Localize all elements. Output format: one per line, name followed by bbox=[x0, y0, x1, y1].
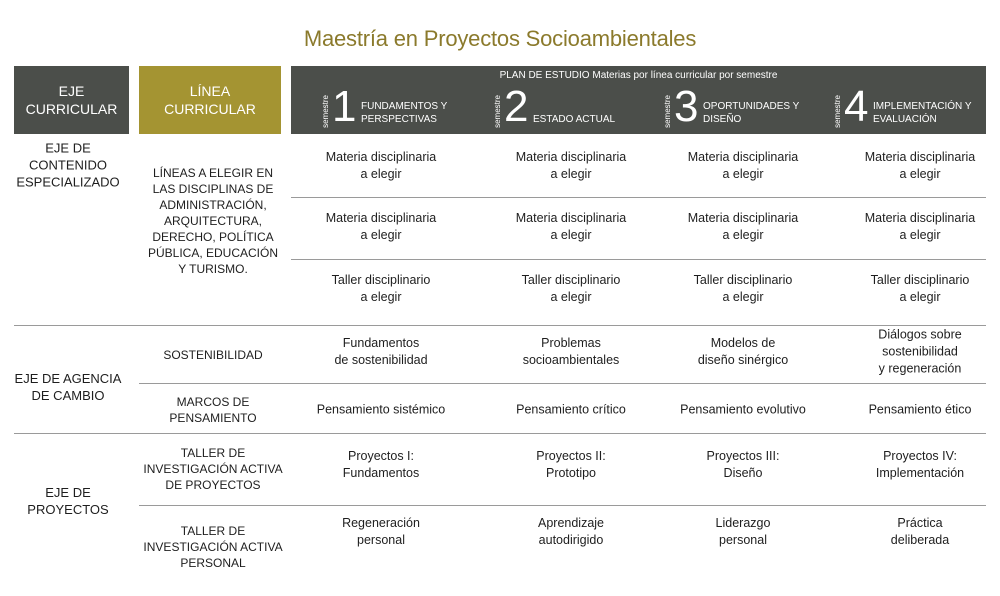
cell-personal-sem4-line: deliberada bbox=[890, 533, 950, 547]
cell-materia1-sem1-line: a elegir bbox=[360, 167, 402, 181]
cell-materia1-sem4-line: a elegir bbox=[899, 167, 941, 181]
linea-disciplinas-line: LAS DISCIPLINAS DE bbox=[152, 182, 274, 196]
linea-disciplinas-line: ARQUITECTURA, bbox=[163, 214, 262, 228]
cell-proyectos-sem1 bbox=[343, 448, 419, 482]
divider-section-proyectos bbox=[14, 433, 986, 434]
cell-sostenibilidad-sem3 bbox=[698, 335, 788, 369]
cell-marcos-sem2 bbox=[516, 402, 626, 419]
linea-disciplinas bbox=[148, 165, 278, 277]
cell-sostenibilidad-sem3-line: diseño sinérgico bbox=[697, 353, 789, 367]
cell-materia1-sem4 bbox=[865, 149, 975, 183]
semester-name-line: FUNDAMENTOS Y bbox=[361, 101, 448, 112]
cell-proyectos-sem4-line: Implementación bbox=[875, 466, 965, 480]
cell-proyectos-sem1-line: Fundamentos bbox=[342, 466, 420, 480]
linea-taller-personal-line: INVESTIGACIÓN ACTIVA bbox=[143, 540, 283, 554]
semester-name-line: OPORTUNIDADES Y bbox=[703, 101, 800, 112]
cell-materia2-sem4-line: Materia disciplinaria bbox=[864, 211, 976, 225]
cell-materia1-sem2-line: a elegir bbox=[550, 167, 592, 181]
cell-taller-sem2-line: Taller disciplinario bbox=[521, 273, 621, 287]
semester-name bbox=[533, 100, 615, 126]
cell-taller-sem1-line: a elegir bbox=[360, 290, 402, 304]
divider-row-personal bbox=[139, 505, 986, 506]
divider-section-agencia bbox=[14, 325, 986, 326]
cell-materia2-sem1 bbox=[326, 210, 436, 244]
semester-label: semestre bbox=[833, 95, 842, 128]
semester-name-line: EVALUACIÓN bbox=[873, 114, 937, 125]
semester-name bbox=[703, 100, 799, 126]
semester-label: semestre bbox=[321, 95, 330, 128]
cell-personal-sem2-line: Aprendizaje bbox=[537, 516, 605, 530]
header-eje-line: EJE bbox=[58, 83, 85, 99]
cell-marcos-sem4-line: Pensamiento ético bbox=[868, 402, 972, 417]
eje-contenido-especializado bbox=[16, 140, 119, 191]
linea-taller-personal-line: PERSONAL bbox=[180, 556, 246, 570]
cell-personal-sem1 bbox=[342, 515, 420, 549]
header-eje-line: CURRICULAR bbox=[25, 101, 118, 117]
semester-number: 2 bbox=[504, 82, 529, 131]
cell-proyectos-sem4-line: Proyectos IV: bbox=[883, 449, 957, 463]
eje-agencia-de-cambio-line: EJE DE AGENCIA bbox=[14, 371, 122, 386]
linea-taller-proyectos-line: TALLER DE bbox=[180, 446, 246, 460]
linea-taller-proyectos-line: DE PROYECTOS bbox=[165, 478, 261, 492]
cell-personal-sem3 bbox=[716, 515, 771, 549]
linea-marcos-de-pensamiento-line: MARCOS DE bbox=[176, 395, 250, 409]
cell-sostenibilidad-sem2-line: Problemas bbox=[541, 336, 601, 350]
semester-number: 3 bbox=[674, 82, 699, 131]
cell-personal-sem1-line: personal bbox=[357, 533, 405, 547]
cell-sostenibilidad-sem2 bbox=[523, 335, 620, 369]
linea-disciplinas-line: Y TURISMO. bbox=[178, 262, 248, 276]
cell-materia2-sem3-line: Materia disciplinaria bbox=[687, 211, 799, 225]
cell-sostenibilidad-sem4-line: sostenibilidad bbox=[882, 344, 958, 359]
cell-marcos-sem4 bbox=[869, 402, 972, 419]
eje-contenido-especializado-line: CONTENIDO bbox=[29, 157, 107, 173]
cell-marcos-sem3-line: Pensamiento evolutivo bbox=[680, 402, 806, 417]
header-linea-curricular bbox=[139, 66, 281, 134]
plan-title: PLAN DE ESTUDIO Materias por línea curricular por semestre bbox=[499, 70, 778, 81]
cell-taller-sem3-line: Taller disciplinario bbox=[693, 273, 793, 287]
cell-taller-sem3-line: a elegir bbox=[722, 290, 764, 304]
divider-row-marcos bbox=[139, 383, 986, 384]
cell-taller-sem2 bbox=[522, 272, 621, 306]
cell-proyectos-sem3-line: Diseño bbox=[723, 466, 763, 480]
cell-personal-sem3-line: Liderazgo bbox=[715, 516, 771, 530]
cell-materia2-sem3 bbox=[688, 210, 798, 244]
eje-agencia-de-cambio bbox=[15, 370, 122, 404]
cell-sostenibilidad-sem2-line: socioambientales bbox=[522, 353, 620, 367]
cell-marcos-sem3 bbox=[680, 402, 806, 419]
eje-proyectos-line: EJE DE bbox=[45, 485, 91, 500]
cell-materia1-sem2-line: Materia disciplinaria bbox=[515, 150, 627, 164]
eje-proyectos-line: PROYECTOS bbox=[27, 502, 109, 517]
cell-taller-sem4 bbox=[871, 272, 970, 306]
divider-row-2 bbox=[291, 259, 986, 260]
header-eje-curricular bbox=[14, 66, 129, 134]
cell-materia2-sem2 bbox=[516, 210, 626, 244]
semester-name bbox=[361, 100, 447, 126]
cell-proyectos-sem3 bbox=[707, 448, 780, 482]
cell-taller-sem1-line: Taller disciplinario bbox=[331, 273, 431, 287]
cell-sostenibilidad-sem4-line: y regeneración bbox=[878, 361, 962, 376]
cell-taller-sem3 bbox=[694, 272, 793, 306]
cell-materia2-sem4-line: a elegir bbox=[899, 228, 941, 242]
cell-proyectos-sem2-line: Prototipo bbox=[545, 466, 597, 480]
cell-taller-sem4-line: a elegir bbox=[899, 290, 941, 304]
linea-sostenibilidad bbox=[163, 347, 262, 363]
cell-marcos-sem2-line: Pensamiento crítico bbox=[516, 402, 626, 417]
linea-sostenibilidad-line: SOSTENIBILIDAD bbox=[163, 348, 263, 362]
cell-personal-sem2 bbox=[538, 515, 604, 549]
cell-materia1-sem1-line: Materia disciplinaria bbox=[325, 150, 437, 164]
cell-materia1-sem1 bbox=[326, 149, 436, 183]
cell-marcos-sem1 bbox=[317, 402, 446, 419]
cell-taller-sem1 bbox=[332, 272, 431, 306]
cell-materia1-sem4-line: Materia disciplinaria bbox=[864, 150, 976, 164]
semester-name-line: PERSPECTIVAS bbox=[361, 114, 437, 125]
semester-name-line: IMPLEMENTACIÓN Y bbox=[873, 101, 972, 112]
cell-materia2-sem2-line: Materia disciplinaria bbox=[515, 211, 627, 225]
cell-materia1-sem2 bbox=[516, 149, 626, 183]
cell-taller-sem2-line: a elegir bbox=[550, 290, 592, 304]
cell-personal-sem3-line: personal bbox=[719, 533, 767, 547]
semester-number: 1 bbox=[332, 82, 357, 131]
cell-personal-sem4-line: Práctica bbox=[897, 516, 943, 530]
cell-sostenibilidad-sem3-line: Modelos de bbox=[710, 336, 776, 350]
semester-label: semestre bbox=[663, 95, 672, 128]
eje-contenido-especializado-line: ESPECIALIZADO bbox=[16, 174, 120, 190]
cell-proyectos-sem3-line: Proyectos III: bbox=[706, 449, 780, 463]
cell-materia2-sem1-line: Materia disciplinaria bbox=[325, 211, 437, 225]
cell-personal-sem2-line: autodirigido bbox=[538, 533, 604, 547]
cell-materia2-sem3-line: a elegir bbox=[722, 228, 764, 242]
semester-name-line: ESTADO ACTUAL bbox=[533, 114, 616, 125]
header-plan-de-estudio bbox=[291, 66, 986, 134]
cell-materia2-sem4 bbox=[865, 210, 975, 244]
semester-name bbox=[873, 100, 972, 126]
header-linea-line: CURRICULAR bbox=[164, 101, 256, 117]
cell-personal-sem4 bbox=[891, 515, 949, 549]
cell-proyectos-sem4 bbox=[876, 448, 964, 482]
page-title: Maestría en Proyectos Socioambientales bbox=[303, 26, 697, 51]
semester-number: 4 bbox=[844, 82, 869, 131]
cell-proyectos-sem2 bbox=[536, 448, 605, 482]
linea-disciplinas-line: LÍNEAS A ELEGIR EN bbox=[152, 166, 274, 180]
cell-materia1-sem3-line: Materia disciplinaria bbox=[687, 150, 799, 164]
linea-marcos-de-pensamiento-line: PENSAMIENTO bbox=[169, 411, 257, 425]
linea-marcos-de-pensamiento bbox=[169, 394, 256, 426]
cell-personal-sem1-line: Regeneración bbox=[342, 516, 420, 530]
eje-agencia-de-cambio-line: DE CAMBIO bbox=[31, 388, 105, 403]
linea-taller-personal-line: TALLER DE bbox=[180, 524, 246, 538]
semester-label: semestre bbox=[493, 95, 502, 128]
cell-marcos-sem1-line: Pensamiento sistémico bbox=[316, 402, 446, 417]
linea-taller-personal bbox=[143, 523, 282, 571]
linea-taller-proyectos-line: INVESTIGACIÓN ACTIVA bbox=[143, 462, 283, 476]
divider-row-1 bbox=[291, 197, 986, 198]
cell-sostenibilidad-sem1-line: Fundamentos bbox=[342, 336, 420, 350]
cell-materia1-sem3 bbox=[688, 149, 798, 183]
linea-disciplinas-line: PÚBLICA, EDUCACIÓN bbox=[147, 246, 279, 260]
cell-materia2-sem2-line: a elegir bbox=[550, 228, 592, 242]
linea-disciplinas-line: DERECHO, POLÍTICA bbox=[152, 230, 274, 244]
cell-sostenibilidad-sem1 bbox=[334, 335, 427, 369]
cell-sostenibilidad-sem4 bbox=[878, 327, 961, 378]
cell-materia2-sem1-line: a elegir bbox=[360, 228, 402, 242]
cell-taller-sem4-line: Taller disciplinario bbox=[870, 273, 970, 287]
cell-sostenibilidad-sem4-line: Diálogos sobre bbox=[878, 327, 962, 342]
eje-proyectos bbox=[27, 484, 108, 518]
cell-sostenibilidad-sem1-line: de sostenibilidad bbox=[334, 353, 428, 367]
cell-materia1-sem3-line: a elegir bbox=[722, 167, 764, 181]
linea-disciplinas-line: ADMINISTRACIÓN, bbox=[159, 198, 267, 212]
linea-taller-proyectos bbox=[143, 445, 282, 493]
cell-proyectos-sem1-line: Proyectos I: bbox=[348, 449, 414, 463]
eje-contenido-especializado-line: EJE DE bbox=[45, 140, 91, 156]
semester-name-line: DISEÑO bbox=[703, 114, 742, 125]
header-linea-line: LÍNEA bbox=[189, 83, 231, 99]
cell-proyectos-sem2-line: Proyectos II: bbox=[536, 449, 606, 463]
